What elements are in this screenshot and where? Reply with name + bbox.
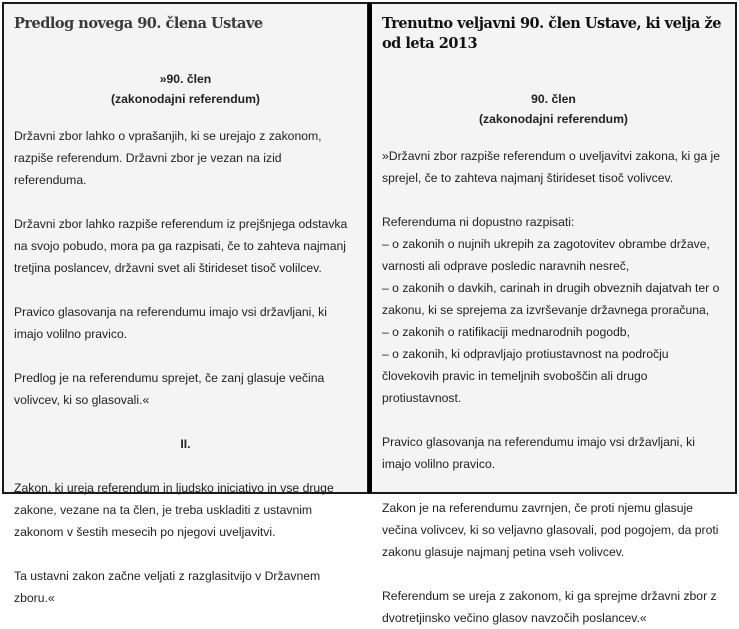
proposed-article-panel [2, 2, 369, 605]
paragraph: Ta ustavni zakon začne veljati z razglasitvijo v Državnem zboru.« [14, 569, 321, 605]
list-item: – o zakonih, ki odpravljajo protiustavnost na področju človekovih pravic in temeljnih svoboščin ali drugo protiustavnost. [382, 347, 669, 405]
panel-title: Trenutno veljavni 90. člen Ustave, ki velja že od leta 2013 [382, 15, 721, 52]
article-heading [14, 69, 357, 109]
list-item: – o zakonih o davkih, carinah in drugih obveznih dajatvah ter o zakonu, ki se sprejema za izvrševanje državnega proračuna, [382, 281, 720, 317]
paragraph: Zakon, ki ureja referendum in ljudsko iniciativo in vse druge zakone, vezane na ta člen, je treba uskladiti z ustavnim zakonom v šestih mesecih po njegovi uveljavitvi. [14, 481, 334, 539]
article-number: 90. člen [531, 92, 576, 106]
paragraph: Pravico glasovanja na referendumu imajo vsi državljani, ki imajo volilno pravico. [14, 305, 327, 341]
article-subtitle: (zakonodajni referendum) [479, 112, 628, 126]
article-subtitle: (zakonodajni referendum) [111, 92, 260, 106]
current-article-panel [368, 2, 737, 625]
list-item: – o zakonih o nujnih ukrepih za zagotovitev obrambe države, varnosti ali odprave posledic naravnih nesreč, [382, 237, 710, 273]
panel-title: Predlog novega 90. člena Ustave [14, 15, 263, 32]
paragraph: Pravico glasovanja na referendumu imajo vsi državljani, ki imajo volilno pravico. [382, 435, 695, 471]
article-heading [382, 89, 725, 129]
article-number: »90. člen [159, 72, 212, 86]
paragraph: Zakon je na referendumu zavrnjen, če proti njemu glasuje večina volivcev, ki so veljavno glasovali, pod pogojem, da proti zakonu glasuje najmanj petina vseh volivcev. [382, 501, 719, 559]
list-intro: Referenduma ni dopustno razpisati: [382, 215, 575, 229]
section-label: II. [180, 437, 191, 451]
current-article-body [382, 89, 735, 629]
paragraph: Državni zbor lahko o vprašanjih, ki se urejajo z zakonom, razpiše referendum. Državni zbor je vezan na izid referenduma. [14, 129, 322, 187]
paragraph: Državni zbor lahko razpiše referendum iz prejšnjega odstavka na svojo pobudo, mora pa ga razpisati, če to zahteva najmanj tretjina poslancev, državni svet ali štirideset tisoč volilcev. [14, 217, 348, 275]
list-item: – o zakonih o ratifikaciji mednarodnih pogodb, [382, 325, 630, 339]
proposed-article-body [14, 69, 367, 609]
paragraph: »Državni zbor razpiše referendum o uveljavitvi zakona, ki ga je sprejel, če to zahteva najmanj štirideset tisoč volivcev. [382, 149, 721, 185]
paragraph: Referendum se ureja z zakonom, ki ga sprejme državni zbor z dvotretjinsko večino glasov navzočih poslancev.« [382, 589, 717, 625]
paragraph: Predlog je na referendumu sprejet, če zanj glasuje večina volivcev, ki so glasovali.« [14, 371, 325, 407]
